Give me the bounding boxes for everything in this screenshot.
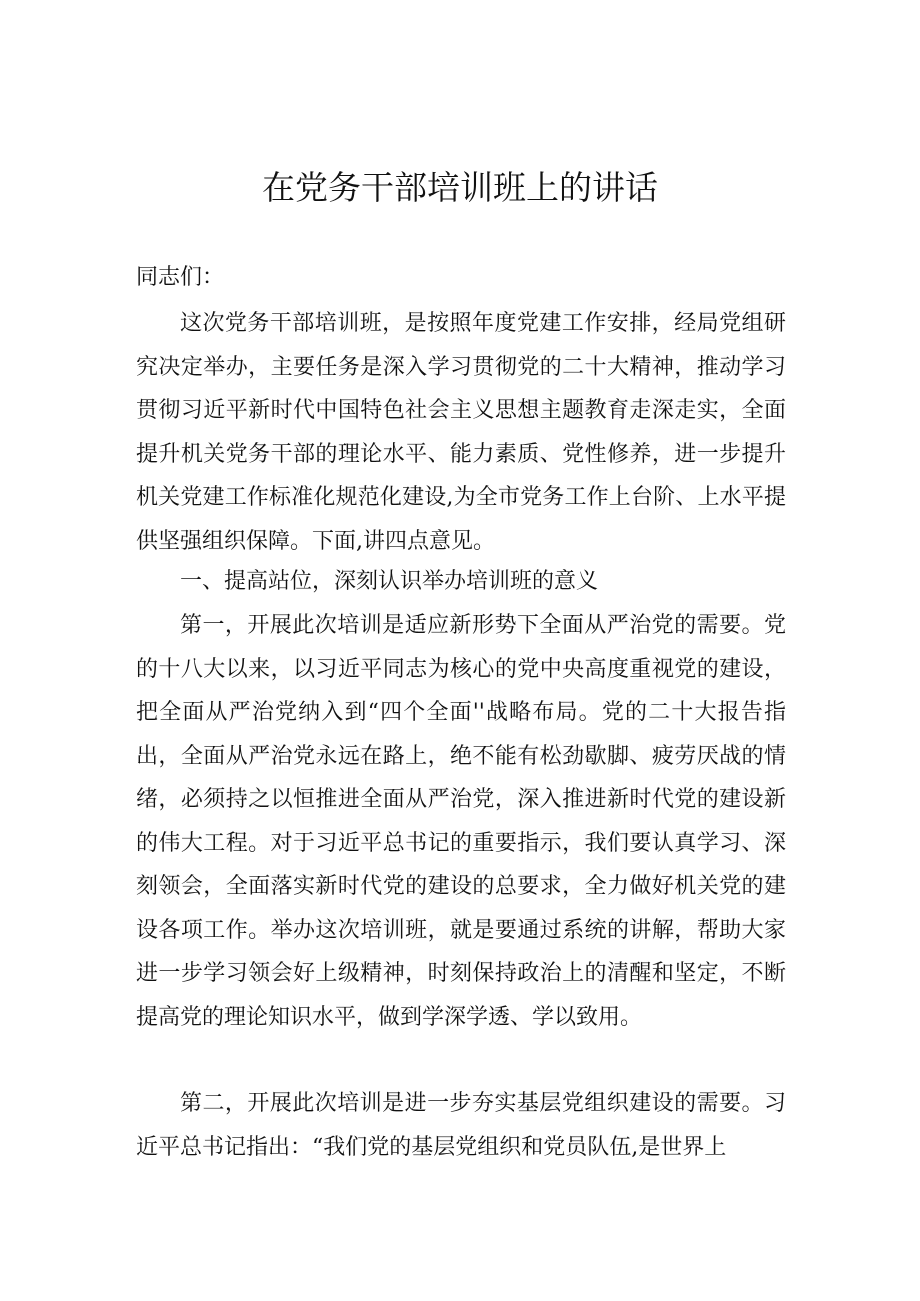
section-heading: 一、提高站位，深刻认识举办培训班的意义	[180, 569, 599, 594]
intro-paragraph: 这次党务干部培训班，是按照年度党建工作安排，经局党组研究决定举办，主要任务是深入学习贯彻党的二十大精神，推动学习贯彻习近平新时代中国特色社会主义思想主题教育走深走实，全面提升机关党务干部的理论水平、能力素质、党性修养，进一步提升机关党建工作标准化规范化建设,为全市党务工作上台阶、上水平提供坚强组织保障。下面,讲四点意见。	[136, 311, 786, 554]
point-two-paragraph: 第二，开展此次培训是进一步夯实基层党组织建设的需要。习近平总书记指出：“我们党的基层党组织和党员队伍,是世界上	[136, 1091, 786, 1160]
point-one-paragraph: 第一，开展此次培训是适应新形势下全面从严治党的需要。党的十八大以来，以习近平同志为核心的党中央高度重视党的建设，把全面从严治党纳入到“四个全面''战略布局。党的二十大报告指出，全面从严治党永远在路上，绝不能有松劲歇脚、疲劳厌战的情绪，必须持之以恒推进全面从严治党，深入推进新时代党的建设新的伟大工程。对于习近平总书记的重要指示，我们要认真学习、深刻领会，全面落实新时代党的建设的总要求，全力做好机关党的建设各项工作。举办这次培训班，就是要通过系统的讲解，帮助大家进一步学习领会好上级精神，时刻保持政治上的清醒和坚定，不断提高党的理论知识水平，做到学深学透、学以致用。	[136, 613, 786, 1030]
greeting: 同志们：	[136, 265, 225, 290]
document-title: 在党务干部培训班上的讲话	[262, 168, 658, 207]
